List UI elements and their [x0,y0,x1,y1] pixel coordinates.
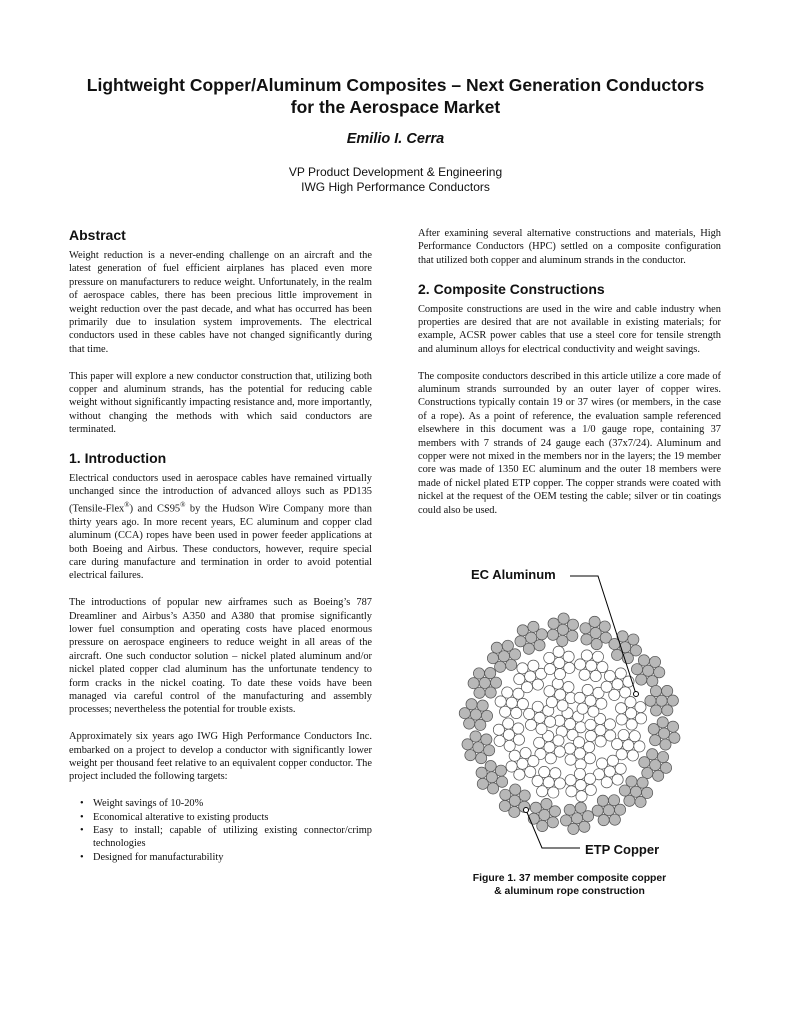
strand [510,784,521,795]
strand [625,697,636,708]
intro-p1-text-c: by the Hudson Wire Company more than thirty years ago. In more recent years, EC aluminum and copper clad aluminum (CCA) ropes have been used in power feeder applications at both Boeing and Airbus. These conductors, however, require special care during manufacture and termination in order to avoid potential electrical failures. [69,503,372,582]
strand [574,768,585,779]
affiliation-line-2: IWG High Performance Conductors [301,180,490,194]
strand [667,721,678,732]
strand [599,621,610,632]
composite-paragraph-1: Composite constructions are used in the wire and cable industry when properties are desired that are not available in existing materials; for example, ACSR power cables that use a steel core for tensile strength and aluminum alloys for electrical conductivity and weight savings. [418,303,721,355]
aluminum-member [544,646,575,680]
strand [539,766,550,777]
copper-member [547,613,578,647]
author-name: Emilio I. Cerra [346,131,445,147]
strand [544,664,555,675]
strand [588,706,599,717]
strand [513,723,524,734]
copper-member [459,699,492,731]
abstract-paragraph-1: Weight reduction is a never-ending challenge on an aircraft and the latest generation of fuel efficient airplanes has placed even more pressure on manufacturers to reduce weight. Unfortunately, in the realm of aerospace cables, there has been precious little improvement in weight reduction over the past decade, and what has occurred has been primarily due to insulation system improvements. The electrical conductors used in these cables have not changed significantly during that time. [69,250,372,355]
copper-member [645,685,679,716]
composite-paragraph-2: The composite conductors described in this article utilize a core made of aluminum strands surrounded by an outer layer of copper wires. Constructions typically contain 19 or 37 wires (or members, in the case of a rope). As a point of reference, the evaluation sample referenced elsewhere in this document was a 1/0 gauge rope, containing 37 members with 7 strands of 24 gauge each (37x7/24). Aluminum and copper were not mixed in the members nor in the layers; the 19 member core was made of 1350 EC aluminum and the outer 18 members were made of nickel plated ETP copper. The copper strands were coated with nickel at the request of the OEM testing the cable; silver or tin coatings could also be used. [418,370,721,516]
left-column [69,227,372,864]
strand [509,750,520,761]
aluminum-member [532,766,565,798]
copper-member [619,776,652,808]
intro-p1-text-a: Electrical conductors used in aerospace cables have remained virtually unchanged since the introduction of advanced alloys such as PD135 (Tensile-Flex [69,473,372,515]
strand [484,745,495,756]
composite-constructions-heading: 2. Composite Constructions [418,280,605,297]
strand [563,681,574,692]
strand [645,695,656,706]
strand [581,634,592,645]
strand [547,629,558,640]
strand [534,640,545,651]
strand [612,649,623,660]
affiliation [40,165,751,195]
strand [585,784,596,795]
intro-p1-text-b: ) and CS95 [129,503,181,515]
copper-member [580,616,612,650]
strand [485,761,496,772]
copper-member [476,761,508,794]
strand [490,677,501,688]
copper-member [487,640,520,672]
strand [528,756,539,767]
strand [582,811,593,822]
strand [660,739,671,750]
aluminum-pointer-dot [634,692,639,697]
strand [487,653,498,664]
strand [596,758,607,769]
strand [553,646,564,657]
strand [470,731,481,742]
strand [485,687,496,698]
strand [595,725,606,736]
strand [630,645,641,656]
strand [473,668,484,679]
strand [545,753,556,764]
strand [662,705,673,716]
strand [563,651,574,662]
strand [638,655,649,666]
rope-members [459,613,680,835]
target-item: • Designed for manufacturability [93,851,372,864]
strand [635,713,646,724]
strand [604,719,615,730]
strand [517,625,528,636]
strand [487,783,498,794]
strand [546,697,557,708]
strand [544,686,555,697]
strand [532,701,543,712]
copper-member [462,731,495,764]
strand [577,703,588,714]
figure-1 [418,562,721,902]
abstract-paragraph-2: This paper will explore a new conductor construction that, utilizing both copper and aluminum strands, has the potential for reducing cable weight without significantly impacting resistance and, more importantly, without changing the methods with which said conductors are terminated. [69,370,372,436]
strand [554,669,565,680]
strand [612,774,623,785]
strand [481,734,492,745]
strand [558,613,569,624]
strand [584,742,595,753]
introduction-paragraph-2: The introductions of popular new airframes such as Boeing’s 787 Dreamliner and Airbus’s A350 and A380 that promise significantly lower fuel consumption and operating costs have placed enormous pressure on aerospace engineers to reduce weight in all areas of the aircraft. One such conductor solution – nickel plated aluminum and/or nickel plated copper clad aluminum has the unfortunate tendency to form cracks in the nickel coating. To date these voids have been managed via careful control of the manufacturing and assembly processes; nevertheless the potential for trouble exists. [69,597,372,716]
continuation-paragraph: After examining several alternative constructions and materials, High Performance Conductors (HPC) settled on a composite configuration that utilized both copper and aluminum strands in the conductor. [418,228,721,266]
copper-member [515,621,547,654]
strand [557,700,568,711]
copper-member [609,631,642,664]
strand [525,719,536,730]
strand [579,669,590,680]
caption-line-2: & aluminum rope construction [494,886,645,897]
strand [530,802,541,813]
strand [495,696,506,707]
strand [598,815,609,826]
strand [595,736,606,747]
strand [477,778,488,789]
strand [590,670,601,681]
right-column [418,227,721,530]
strand [500,789,511,800]
strand [567,630,578,641]
strand [591,639,602,650]
target-item: • Economical alterative to existing products [93,811,372,824]
strand [536,629,547,640]
aluminum-member [564,737,595,771]
strand [477,700,488,711]
strand [662,685,673,696]
strand [495,765,506,776]
strand [584,773,595,784]
strand [537,786,548,797]
strand [651,705,662,716]
strand [667,695,678,706]
strand [474,687,485,698]
strand [647,676,658,687]
strand [582,684,593,695]
strand [637,777,648,788]
strand [626,776,637,787]
strand [465,750,476,761]
strand [618,729,629,740]
strand [585,719,596,730]
aluminum-member [506,747,539,780]
strand [515,636,526,647]
strand [509,649,520,660]
strand [475,719,486,730]
copper-pointer-dot [524,808,529,813]
etp-copper-label: ETP Copper [585,842,660,857]
strand [565,754,576,765]
strand [525,766,536,777]
target-item: • Easy to install; capable of utilizing existing connector/crimp technologies [93,824,372,851]
introduction-heading: 1. Introduction [69,450,167,467]
strand [548,787,559,798]
aluminum-member [565,768,596,802]
aluminum-member [544,678,577,711]
strand [660,762,671,773]
strand [616,714,627,725]
strand [601,681,612,692]
strand [553,735,564,746]
strand [628,634,639,645]
aluminum-member [575,650,608,682]
ec-aluminum-label: EC Aluminum [471,567,556,582]
strand [636,674,647,685]
strand [536,723,547,734]
strand [468,678,479,689]
target-item: • Weight savings of 10-20% [93,797,372,810]
strand [466,699,477,710]
strand [560,815,571,826]
registered-mark: ® [180,500,186,509]
strand [566,786,577,797]
strand [649,656,660,667]
introduction-paragraph-3: Approximately six years ago IWG High Performance Conductors Inc. embarked on a project to develop a conductor with significantly lower weight per thousand feet relative to an equivalent copper conductor. The project included the following targets: [69,731,372,783]
strand [499,800,510,811]
introduction-paragraph-1 [69,472,372,583]
strand [620,687,631,698]
strand [584,753,595,764]
strand [532,679,543,690]
title-line-2: for the Aerospace Market [290,97,501,117]
caption-line-1: Figure 1. 37 member composite copper [472,873,667,884]
copper-member [468,668,502,699]
strand [504,740,515,751]
affiliation-line-1: VP Product Development & Engineering [288,165,503,179]
strand [503,718,514,729]
strand [597,795,608,806]
strand [491,642,502,653]
copper-member [560,802,593,834]
rope-cross-section-diagram [418,562,721,872]
strand [656,695,667,706]
strand [627,750,638,761]
strand [657,717,668,728]
strand [573,737,584,748]
strand [494,735,505,746]
strand [604,670,615,681]
strand [635,702,646,713]
aluminum-member [493,718,524,752]
strand [511,707,522,718]
strand [629,731,640,742]
registered-mark: ® [124,500,130,509]
aluminum-member [615,697,646,731]
targets-list [69,797,372,864]
strand [624,795,635,806]
strand [614,804,625,815]
copper-member [631,655,664,687]
strand [564,804,575,815]
strand [647,749,658,760]
strand [635,796,646,807]
strand [657,751,668,762]
strand [592,651,603,662]
strand [517,663,528,674]
strand [650,735,661,746]
strand [650,685,661,696]
copper-member [648,717,680,750]
strand [615,763,626,774]
strand [500,706,511,717]
strand [514,673,525,684]
title-line-1: Lightweight Copper/Aluminum Composites – Next Generation Conductors [86,75,705,95]
paper-title [40,74,751,118]
strand [549,806,560,817]
strand [485,668,496,679]
abstract-heading: Abstract [69,227,126,243]
copper-member [639,749,672,782]
strand [514,769,525,780]
strand [609,814,620,825]
strand [550,768,561,779]
strand [547,817,558,828]
strand [585,730,596,741]
strand [506,659,517,670]
strand [548,618,559,629]
strand [581,650,592,661]
strand [589,616,600,627]
strand [579,821,590,832]
strand [464,718,475,729]
copper-member [592,795,626,826]
figure-caption [418,872,721,898]
